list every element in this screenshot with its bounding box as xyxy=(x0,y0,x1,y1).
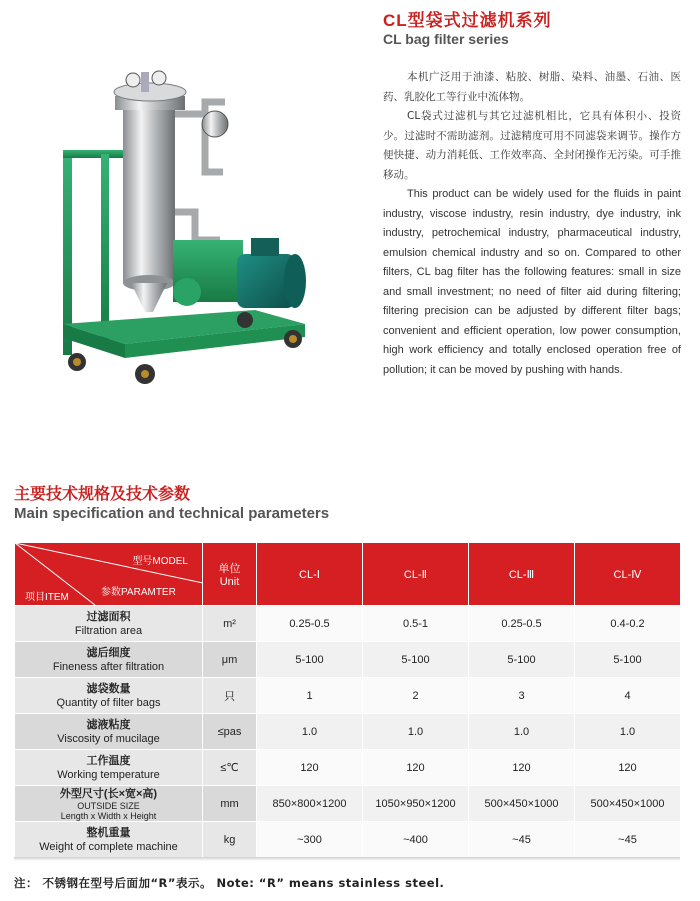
row-value: 0.5-1 xyxy=(363,606,469,642)
table-row xyxy=(15,714,681,750)
header-model-cl2: CL-Ⅱ xyxy=(363,543,469,606)
pump xyxy=(173,240,243,306)
item-en: Filtration area xyxy=(74,624,143,637)
item-en: Viscosity of mucilage xyxy=(57,732,160,745)
table-row xyxy=(15,750,681,786)
header-model-label: 型号MODEL xyxy=(132,556,188,567)
header-model-cl4: CL-Ⅳ xyxy=(575,543,681,606)
row-value: ~45 xyxy=(575,822,681,858)
cart-base xyxy=(63,310,305,358)
row-value: ~45 xyxy=(469,822,575,858)
spec-title-cn: 主要技术规格及技术参数 xyxy=(14,486,191,503)
item-en: Fineness after filtration xyxy=(52,660,165,673)
row-unit: ≤pas xyxy=(203,714,257,750)
row-value: 1 xyxy=(257,678,363,714)
description-en: This product can be widely used for the fluids in paint industry, viscose industry, resin industry, dye industry, ink industry, petrochemical industry, pharmaceutical industry, emulsion chemical industry and so on. Compared to other filters, CL bag filter has the following features: small in size and small investment; no need of filter aid during filtering; filtering precision can be adjusted by different filter bags; convenient and efficient operation, low power consumption, high work efficiency and totally enclosed operation free of pollution; it can be moved by pushing with hands. xyxy=(383,188,681,376)
description-cn: 本机广泛用于油漆、粘胶、树脂、染料、油墨、石油、医药、乳胶化工等行业中流体物。 xyxy=(383,71,681,103)
header-model-cl1: CL-Ⅰ xyxy=(257,543,363,606)
row-item xyxy=(15,750,203,786)
header-corner-cell xyxy=(15,543,203,606)
row-item xyxy=(15,606,203,642)
row-value: 1.0 xyxy=(469,714,575,750)
row-value: 120 xyxy=(257,750,363,786)
header-unit xyxy=(203,543,257,606)
row-unit: mm xyxy=(203,786,257,822)
header-unit-cn: 单位 xyxy=(218,563,241,575)
row-value: 120 xyxy=(363,750,469,786)
item-en: OUTSIDE SIZE xyxy=(77,800,140,811)
bag-filter-machine-image xyxy=(55,62,320,402)
item-cn: 过滤面积 xyxy=(86,610,131,623)
electric-motor xyxy=(237,238,306,308)
row-value: 120 xyxy=(575,750,681,786)
row-value: 5-100 xyxy=(257,642,363,678)
row-value: 500×450×1000 xyxy=(469,786,575,822)
row-item xyxy=(15,822,203,858)
row-value: 1.0 xyxy=(257,714,363,750)
row-value: 500×450×1000 xyxy=(575,786,681,822)
row-value: 0.25-0.5 xyxy=(469,606,575,642)
row-value: 5-100 xyxy=(575,642,681,678)
item-en: Working temperature xyxy=(57,768,160,781)
row-value: 5-100 xyxy=(469,642,575,678)
header-model-cl3: CL-Ⅲ xyxy=(469,543,575,606)
item-en: Weight of complete machine xyxy=(39,840,178,853)
table-row xyxy=(15,678,681,714)
row-value: 850×800×1200 xyxy=(257,786,363,822)
row-value: 5-100 xyxy=(363,642,469,678)
header-item-label: 项目ITEM xyxy=(25,592,69,603)
row-value: 1050×950×1200 xyxy=(363,786,469,822)
row-value: ~300 xyxy=(257,822,363,858)
row-value: 1.0 xyxy=(575,714,681,750)
item-cn: 整机重量 xyxy=(86,826,131,839)
row-value: 1.0 xyxy=(363,714,469,750)
row-value: 0.25-0.5 xyxy=(257,606,363,642)
row-unit: m² xyxy=(203,606,257,642)
row-value: 120 xyxy=(469,750,575,786)
description-cn-features: CL袋式过滤机与其它过滤机相比，它具有体积小、投资少。过滤时不需助滤剂。过滤精度可用不同滤袋来调节。操作方便快捷、动力消耗低、工作效率高、全封闭操作无污染。可手推移动。 xyxy=(383,110,681,181)
product-description xyxy=(383,68,681,380)
row-unit: kg xyxy=(203,822,257,858)
table-header-row xyxy=(15,543,681,606)
item-en-sub: Length x Width x Height xyxy=(60,810,157,821)
table-shadow xyxy=(14,857,680,861)
series-title-en: CL bag filter series xyxy=(383,31,509,47)
valve xyxy=(202,111,228,137)
table-row xyxy=(15,786,681,822)
footnote: 注： 不锈钢在型号后面加“R”表示。 Note: “R” means stainless steel. xyxy=(14,876,445,890)
item-cn: 滤液粘度 xyxy=(86,718,131,731)
item-en: Quantity of filter bags xyxy=(56,696,161,709)
row-unit: ≤℃ xyxy=(203,750,257,786)
row-value: ~400 xyxy=(363,822,469,858)
row-item xyxy=(15,678,203,714)
item-cn: 外型尺寸(长×宽×高) xyxy=(59,787,158,800)
table-row xyxy=(15,642,681,678)
row-unit: 只 xyxy=(203,678,257,714)
row-item xyxy=(15,714,203,750)
row-item xyxy=(15,786,203,822)
table-row xyxy=(15,822,681,858)
spec-title-en: Main specification and technical parameters xyxy=(14,505,330,522)
header-param-label: 参数PARAMTER xyxy=(101,587,176,598)
table-row xyxy=(15,606,681,642)
row-value: 0.4-0.2 xyxy=(575,606,681,642)
series-title-cn: CL型袋式过滤机系列 xyxy=(383,11,552,30)
row-value: 2 xyxy=(363,678,469,714)
item-cn: 工作温度 xyxy=(86,754,131,767)
spec-table xyxy=(14,542,681,858)
header-unit-en: Unit xyxy=(219,576,240,588)
item-cn: 滤袋数量 xyxy=(86,682,131,695)
item-cn: 滤后细度 xyxy=(86,646,131,659)
row-item xyxy=(15,642,203,678)
row-unit: μm xyxy=(203,642,257,678)
row-value: 4 xyxy=(575,678,681,714)
row-value: 3 xyxy=(469,678,575,714)
